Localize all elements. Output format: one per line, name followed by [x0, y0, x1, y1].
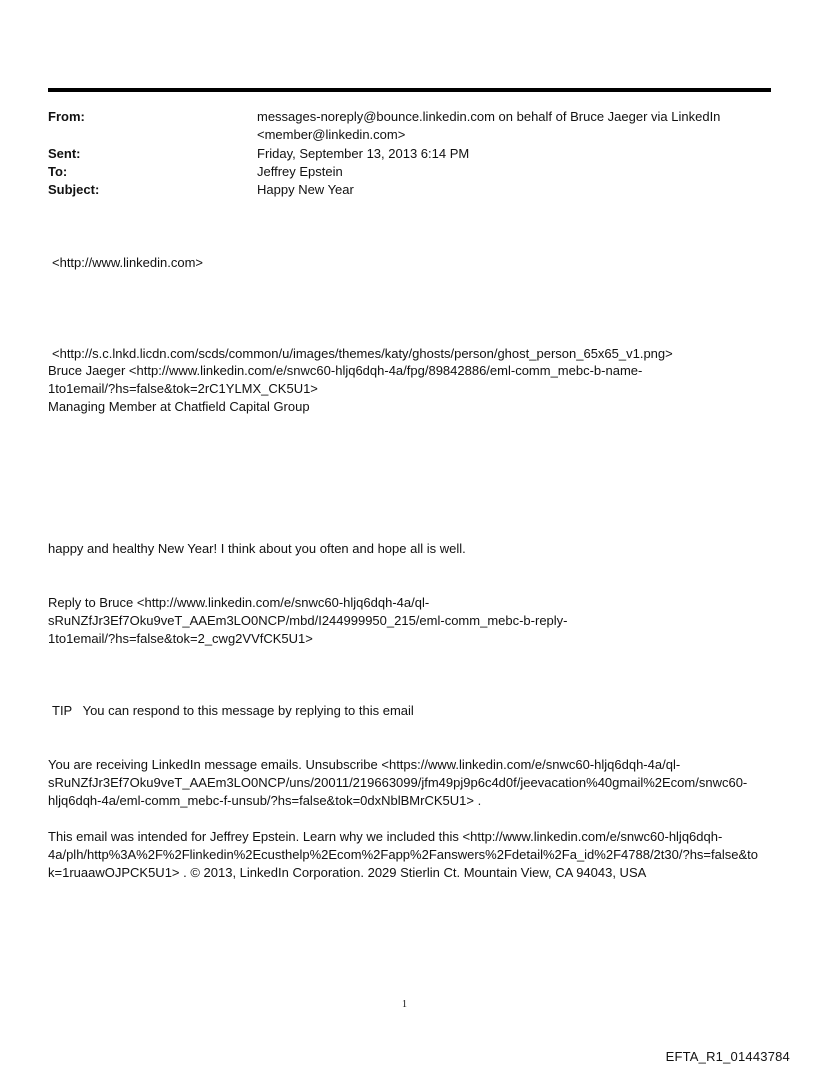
sent-label: Sent: [48, 146, 81, 161]
from-value-email: <member@linkedin.com> [257, 127, 406, 142]
tip-text: TIP You can respond to this message by replying to this email [52, 703, 414, 718]
header-divider [48, 88, 771, 92]
from-value: messages-noreply@bounce.linkedin.com on behalf of Bruce Jaeger via LinkedIn [257, 109, 721, 124]
subject-value: Happy New Year [257, 182, 354, 197]
message-text: happy and healthy New Year! I think about you often and hope all is well. [48, 541, 466, 556]
sender-title: Managing Member at Chatfield Capital Group [48, 399, 310, 414]
linkedin-link[interactable]: <http://www.linkedin.com> [52, 255, 204, 270]
bates-number: EFTA_R1_01443784 [665, 1049, 790, 1064]
reply-link[interactable]: Reply to Bruce <http://www.linkedin.com/e/snwc60-hljq6dqh-4a/ql- sRuNZfJr3Ef7Oku9veT_AAEm3LO0NCP/mbd/I244999950_215/eml-comm_mebc-b-reply- 1to1email/?hs=false&tok=2_cwg2VVfCK5U1> [48, 595, 568, 646]
sender-link[interactable]: Bruce Jaeger <http://www.linkedin.com/e/snwc60-hljq6dqh-4a/fpg/89842886/eml-comm_mebc-b-name- 1to1email/?hs=false&tok=2rC1YLMX_CK5U1> [48, 363, 643, 396]
to-value: Jeffrey Epstein [257, 164, 343, 179]
subject-label: Subject: [48, 182, 100, 197]
unsubscribe-text[interactable]: You are receiving LinkedIn message emails. Unsubscribe <https://www.linkedin.com/e/snwc60-hljq6dqh-4a/ql- sRuNZfJr3Ef7Oku9veT_AAEm3LO0NCP/uns/20011/219663099/jfm49pj9p6c4d0f/jeevacation%40gmail%2Ecom/snwc60- hljq6dqh-4a/eml-comm_mebc-f-unsub/?hs=false&tok=0dxNblBMrCK5U1> . [48, 757, 748, 808]
intended-for-text[interactable]: This email was intended for Jeffrey Epstein. Learn why we included this <http://www.linkedin.com/e/snwc60-hljq6dqh- 4a/plh/http%3A%2F%2Flinkedin%2Ecusthelp%2Ecom%2Fapp%2Fanswers%2Fdetail%2Fa_id%2F4788/2t30/?hs=false&to k=1ruaawOJPCK5U1> . © 2013, LinkedIn Corporation. 2029 Stierlin Ct. Mountain View, CA 94043, USA [48, 829, 758, 880]
from-label: From: [48, 109, 85, 124]
ghost-image-link[interactable]: <http://s.c.lnkd.licdn.com/scds/common/u/images/themes/katy/ghosts/person/ghost_person_65x65_v1.png> [52, 346, 673, 361]
page-number: 1 [402, 999, 407, 1010]
to-label: To: [48, 164, 68, 179]
sent-value: Friday, September 13, 2013 6:14 PM [257, 146, 470, 161]
